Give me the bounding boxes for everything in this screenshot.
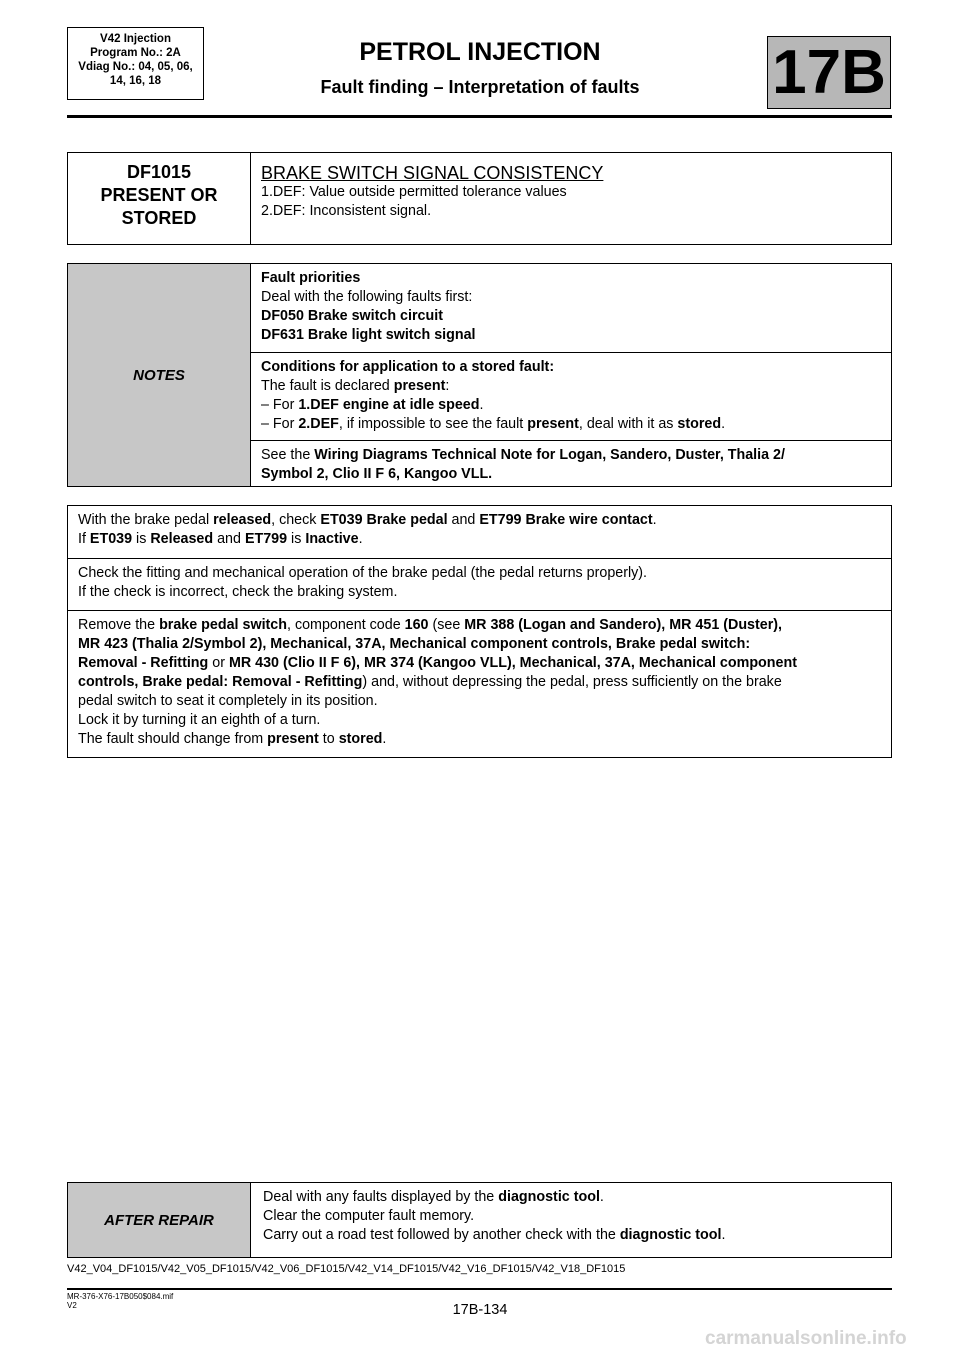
priority-item: DF050 Brake switch circuit <box>261 308 443 324</box>
footer-divider <box>67 1288 892 1290</box>
header-divider <box>67 115 892 118</box>
priorities-heading: Fault priorities <box>261 270 361 286</box>
procedure-box <box>67 505 892 758</box>
fault-code: DF1015 <box>126 162 192 182</box>
vehicle-info-line: Vdiag No.: 04, 05, 06, <box>78 61 193 73</box>
procedure-step: With the brake pedal released, check ET039 Brake pedal and ET799 Brake wire contact. If ET039 is Released and ET799 is Inactive. <box>78 512 657 547</box>
fault-status: STORED <box>121 208 197 228</box>
after-repair-content: Deal with any faults displayed by the diagnostic tool. Clear the computer fault memory. Carry out a road test followed by another check with the diagnostic tool. <box>263 1189 726 1243</box>
fault-reference-codes: V42_V04_DF1015/V42_V05_DF1015/V42_V06_DF1015/V42_V14_DF1015/V42_V16_DF1015/V42_V18_DF1015 <box>67 1263 626 1275</box>
vehicle-info-line: V42 Injection <box>100 33 171 45</box>
after-repair-box <box>67 1182 892 1258</box>
procedure-step: Remove the brake pedal switch, component code 160 (see MR 388 (Logan and Sandero), MR 451 (Duster), MR 423 (Thalia 2/Symbol 2), Mechanical, 37A, Mechanical component controls, Brake pedal switch: Removal - Refitting or MR 430 (Clio II F 6), MR 374 (Kangoo VLL), Mechanical, 37A, Mechanical component controls, Brake pedal: Removal - Refitting) and, without depressing the pedal, press sufficiently on the brake pedal switch to seat it completely in its position. Lock it by turning it an eighth of a turn. The fault should change from present to stored. <box>68 610 891 754</box>
fault-description-cell <box>261 163 883 221</box>
fault-priorities-row <box>251 264 891 352</box>
fault-def: 2.DEF: Inconsistent signal. <box>261 203 432 219</box>
conditions-row <box>251 352 891 440</box>
vehicle-info-line: 14, 16, 18 <box>109 75 162 87</box>
vehicle-info-line: Program No.: 2A <box>90 47 181 59</box>
fault-status: PRESENT OR <box>100 185 218 205</box>
page-subtitle: Fault finding – Interpretation of faults <box>320 77 640 97</box>
watermark: carmanualsonline.info <box>705 1328 907 1349</box>
priority-item: DF631 Brake light switch signal <box>261 327 476 343</box>
priorities-intro: Deal with the following faults first: <box>261 289 473 305</box>
version: V2 <box>67 1301 77 1310</box>
page-title: PETROL INJECTION <box>359 38 601 66</box>
condition-line: – For 2.DEF, if impossible to see the fault present, deal with it as stored. <box>261 416 726 432</box>
fault-code-cell <box>68 153 251 244</box>
procedure-step: Check the fitting and mechanical operation of the brake pedal (the pedal returns properly). If the check is incorrect, check the braking system. <box>68 558 891 610</box>
wiring-diagram-row: See the Wiring Diagrams Technical Note for Logan, Sandero, Duster, Thalia 2/ Symbol 2, Clio II F 6, Kangoo VLL. <box>251 440 891 489</box>
section-code-badge: 17B <box>767 36 891 109</box>
conditions-heading: Conditions for application to a stored fault: <box>261 359 555 375</box>
vehicle-info-box <box>67 27 204 100</box>
notes-content <box>251 264 891 489</box>
wiring-note-reference: Wiring Diagrams Technical Note for Logan, Sandero, Duster, Thalia 2/ <box>314 447 785 463</box>
footer-file-info <box>67 1292 173 1310</box>
fault-def: 1.DEF: Value outside permitted tolerance values <box>261 184 567 200</box>
file-name: MR-376-X76-17B050$084.mif <box>67 1292 174 1301</box>
fault-title: BRAKE SWITCH SIGNAL CONSISTENCY <box>261 163 604 183</box>
condition-line: The fault is declared present: <box>261 378 450 394</box>
notes-label: NOTES <box>68 264 251 486</box>
after-repair-label: AFTER REPAIR <box>68 1183 251 1257</box>
condition-line: – For 1.DEF engine at idle speed. <box>261 397 484 413</box>
fault-box <box>67 152 892 245</box>
page-number: 17B-134 <box>452 1302 508 1318</box>
notes-box <box>67 263 892 487</box>
